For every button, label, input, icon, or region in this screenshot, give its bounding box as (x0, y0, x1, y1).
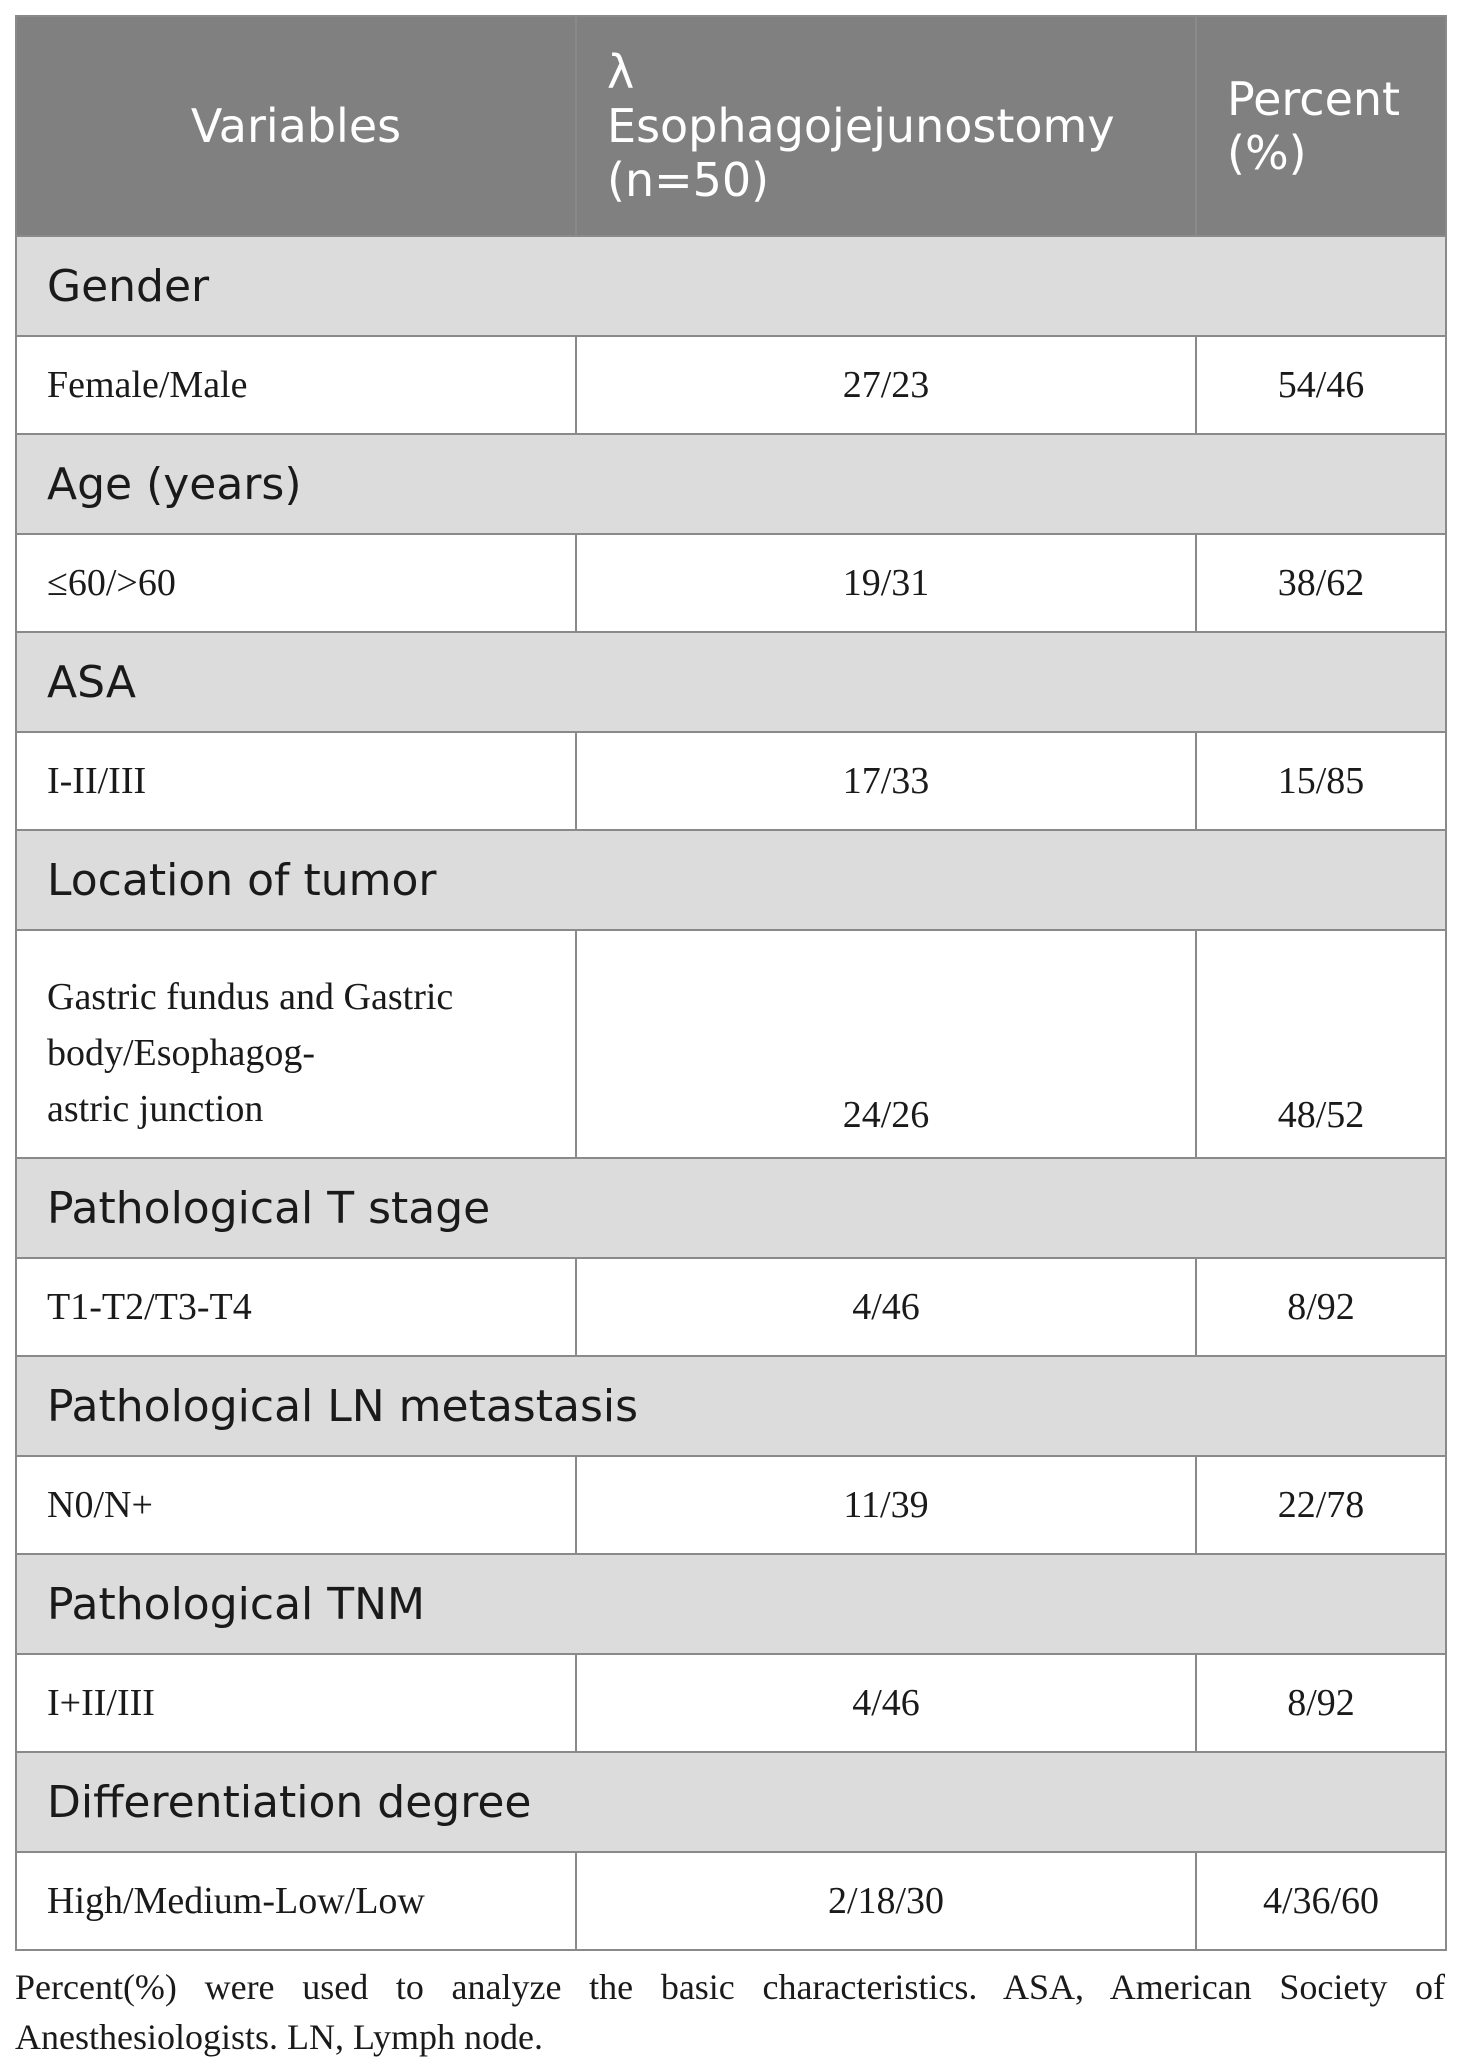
section-label: ASA (16, 632, 1446, 732)
characteristics-table-container (15, 15, 1445, 1951)
section-label: Gender (16, 236, 1446, 336)
table-row (16, 534, 1446, 632)
row-label: ≤60/>60 (16, 534, 576, 632)
section-label: Age (years) (16, 434, 1446, 534)
header-row (16, 16, 1446, 236)
section-row-location (16, 830, 1446, 930)
row-value: 24/26 (576, 930, 1196, 1158)
section-label: Differentiation degree (16, 1752, 1446, 1852)
table-row (16, 1852, 1446, 1950)
row-percent: 38/62 (1196, 534, 1446, 632)
row-percent: 54/46 (1196, 336, 1446, 434)
header-percent: Percent (%) (1196, 16, 1446, 236)
table-row (16, 1654, 1446, 1752)
table-row (16, 930, 1446, 1158)
row-value: 11/39 (576, 1456, 1196, 1554)
row-label: High/Medium-Low/Low (16, 1852, 576, 1950)
table-row (16, 732, 1446, 830)
table-row (16, 1258, 1446, 1356)
section-label: Pathological TNM (16, 1554, 1446, 1654)
table-row (16, 336, 1446, 434)
row-percent: 8/92 (1196, 1654, 1446, 1752)
row-label: Female/Male (16, 336, 576, 434)
characteristics-table (15, 15, 1447, 1951)
row-label: N0/N+ (16, 1456, 576, 1554)
row-value: 4/46 (576, 1258, 1196, 1356)
row-label: I-II/III (16, 732, 576, 830)
section-row-ln-metastasis (16, 1356, 1446, 1456)
row-label: Gastric fundus and Gastric body/Esophagog- astric junction (16, 930, 576, 1158)
section-row-age (16, 434, 1446, 534)
row-value: 2/18/30 (576, 1852, 1196, 1950)
header-variables: Variables (16, 16, 576, 236)
table-header (16, 16, 1446, 236)
section-label: Pathological T stage (16, 1158, 1446, 1258)
row-value: 17/33 (576, 732, 1196, 830)
row-value: 19/31 (576, 534, 1196, 632)
section-row-asa (16, 632, 1446, 732)
table-footnote: Percent(%) were used to analyze the basic characteristics. ASA, American Society of Anesthesiologists. LN, Lymph node. (15, 1967, 1445, 2057)
row-value: 27/23 (576, 336, 1196, 434)
row-label: I+II/III (16, 1654, 576, 1752)
row-percent: 48/52 (1196, 930, 1446, 1158)
section-row-gender (16, 236, 1446, 336)
table-row (16, 1456, 1446, 1554)
section-label: Pathological LN metastasis (16, 1356, 1446, 1456)
section-row-t-stage (16, 1158, 1446, 1258)
row-percent: 4/36/60 (1196, 1852, 1446, 1950)
row-value: 4/46 (576, 1654, 1196, 1752)
row-percent: 15/85 (1196, 732, 1446, 830)
row-percent: 22/78 (1196, 1456, 1446, 1554)
section-row-differentiation (16, 1752, 1446, 1852)
header-esophagojejunostomy: λ Esophagojejunostomy (n=50) (576, 16, 1196, 236)
row-percent: 8/92 (1196, 1258, 1446, 1356)
section-label: Location of tumor (16, 830, 1446, 930)
row-label: T1-T2/T3-T4 (16, 1258, 576, 1356)
table-body (16, 236, 1446, 1950)
section-row-tnm (16, 1554, 1446, 1654)
